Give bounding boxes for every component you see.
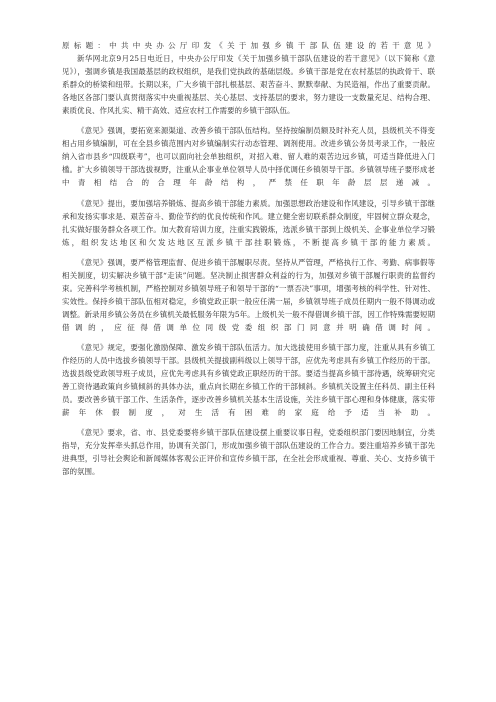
paragraph-incentives: 《意见》规定，要强化激励保障、激发乡镇干部队伍活力。加大选拔使用乡镇干部力度，注重从具有乡镇工作经历的人员中选拔乡镇领导干部。县级机关提拔副科级以上领导干部，应优先考虑具有乡镇工作经历的干部。选拔县级党政领导班子成员，应优先考虑具有乡镇党政正职经历的干部。要适当提高乡镇干部待遇，统筹研究完善工资待遇政策向乡镇倾斜的具体办法，重点向长期在乡镇工作的干部倾斜。乡镇机关设置主任科员、副主任科员。要改善乡镇干部工作、生活条件，逐步改善乡镇机关基本生活设施，关注乡镇干部心理和身体健康，落实带薪年休假制度，对生活有困难的家庭给予适当补助。	[62, 342, 435, 418]
paragraph-structure: 《意见》强调，要拓宽来源渠道、改善乡镇干部队伍结构。坚持按编制员额及时补充人员，县级机关不得变相占用乡镇编制，可在全县乡镇范围内对乡镇编制实行动态管理、调剂使用。改进乡镇公务员考录工作，一般应纳入省市县乡“四级联考”，也可以面向社会单独组织，对招入难、留人难的艰苦边远乡镇，可适当降低进入门槛。扩大乡镇领导干部选拔视野，注重从企事业单位领导人员中择优调任乡镇领导干部。乡镇领导班子要形成老中青相结合的合理年龄结构，严禁任职年龄层层递减。	[62, 126, 435, 188]
article-title: 原标题：中共中央办公厅印发《关于加强乡镇干部队伍建设的若干意见》	[62, 41, 435, 50]
paragraph-training: 《意见》提出，要加强培养锻炼、提高乡镇干部能力素质。加强思想政治建设和作风建设，引导乡镇干部继承和发扬实事求是、艰苦奋斗、勤俭节约的优良传统和作风。建立健全密切联系群众制度，牢固树立群众观念，扎实做好服务群众各项工作。加大教育培训力度，注重实践锻炼，选派乡镇干部到上级机关、企事业单位学习锻炼，组织发达地区和欠发达地区互派乡镇干部挂职锻炼，不断提高乡镇干部的能力素质。	[62, 198, 435, 247]
article	[62, 39, 435, 478]
paragraph-requirements: 《意见》要求，省、市、县党委要将乡镇干部队伍建设摆上重要议事日程，党委组织部门要因地制宜，分类指导，充分发挥牵头抓总作用，协调有关部门，形成加强乡镇干部队伍建设的工作合力。要注重培养乡镇干部先进典型，引导社会舆论和新闻媒体客观公正评价和宣传乡镇干部，在全社会形成重视、尊重、关心、支持乡镇干部的氛围。	[62, 428, 435, 477]
paragraph-intro: 新华网北京9月25日电近日，中央办公厅印发《关于加强乡镇干部队伍建设的若干意见》（以下简称《意见》），强调乡镇是我国最基层的政权组织，是我们党执政的基础层级。乡镇干部是党在农村基层的执政骨干、联系群众的桥梁和纽带。长期以来，广大乡镇干部扎根基层、艰苦奋斗、默默奉献、为民造福，作出了重要贡献。各地区各部门要认真贯彻落实中央重视基层、关心基层、支持基层的要求，努力建设一支数量充足、结构合理、素质优良、作风扎实、精干高效、适应农村工作需要的乡镇干部队伍。	[62, 54, 435, 116]
paragraph-supervision: 《意见》强调，要严格管理监督、促进乡镇干部履职尽责。坚持从严管理，严格执行工作、考勤、病事假等相关制度，切实解决乡镇干部“走读”问题。坚决制止损害群众利益的行为，加强对乡镇干部履行职责的监督约束。完善科学考核机制，严格控制对乡镇领导班子和领导干部的“一票否决”事项，增强考核的科学性、针对性、实效性。保持乡镇干部队伍相对稳定，乡镇党政正职一般应任满一届，乡镇领导班子成员任期内一般不得调动或调整。新录用乡镇公务员在乡镇机关最低服务年限为5年。上级机关一般不得借调乡镇干部，因工作特殊需要短期借调的，应征得借调单位同级党委组织部门同意并明确借调时间。	[62, 257, 435, 332]
